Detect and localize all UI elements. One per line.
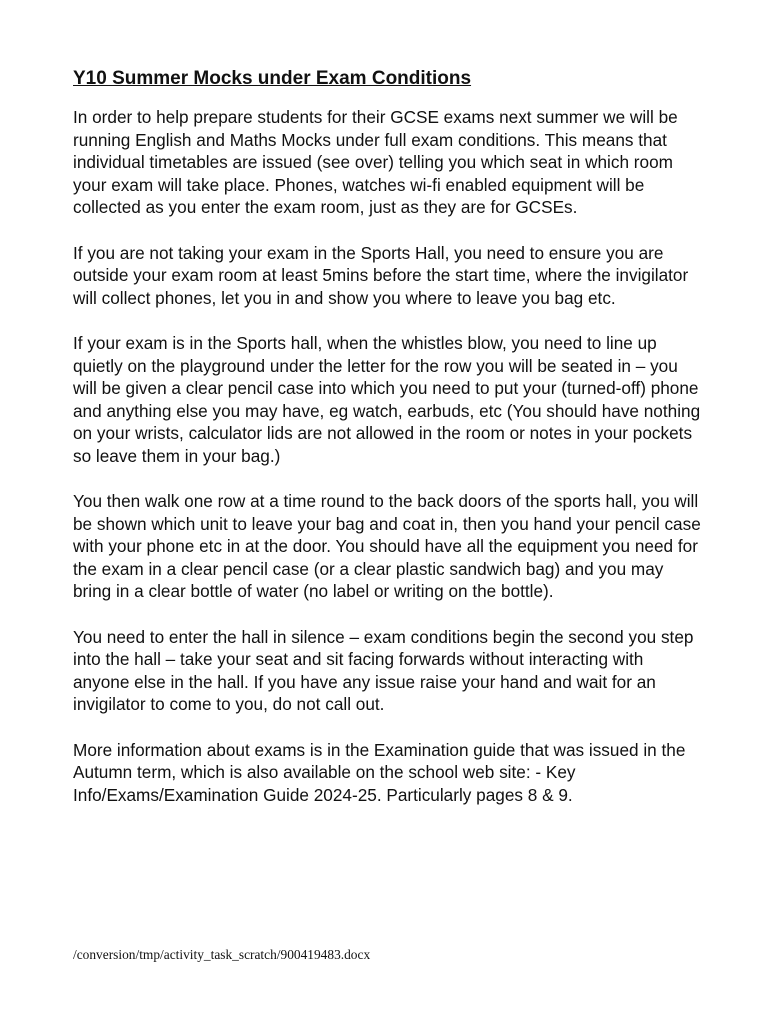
paragraph-intro: In order to help prepare students for their GCSE exams next summer we will be running English and Maths Mocks under full exam conditions. This means that individual timetables are issued (see over) telling you which seat in which room your exam will take place. Phones, watches wi-fi enabled equipment will be collected as you enter the exam room, just as they are for GCSEs. <box>73 107 678 218</box>
document-body <box>73 66 703 829</box>
paragraph-entry-procedure: You then walk one row at a time round to the back doors of the sports hall, you will be shown which unit to leave your bag and coat in, then you hand your pencil case with your phone etc in at the door. You should have all the equipment you need for the exam in a clear pencil case (or a clear plastic sandwich bag) and you may bring in a clear bottle of water (no label or writing on the bottle). <box>73 491 701 602</box>
paragraph-other-rooms: If you are not taking your exam in the Sports Hall, you need to ensure you are outside your exam room at least 5mins before the start time, where the invigilator will collect phones, let you in and show you where to leave you bag etc. <box>73 242 689 308</box>
paragraph-more-info: More information about exams is in the Examination guide that was issued in the Autumn term, which is also available on the school web site: - Key Info/Exams/Examination Guide 2024-25. Particularly pages 8 & 9. <box>73 739 686 805</box>
document-title: Y10 Summer Mocks under Exam Conditions <box>73 68 472 89</box>
paragraph-exam-conditions: You need to enter the hall in silence – exam conditions begin the second you step into the hall – take your seat and sit facing forwards without interacting with anyone else in the hall. If you have any issue raise your hand and wait for an invigilator to come to you, do not call out. <box>73 626 694 715</box>
file-path-footer: /conversion/tmp/activity_task_scratch/900419483.docx <box>73 947 371 962</box>
paragraph-sports-hall: If your exam is in the Sports hall, when the whistles blow, you need to line up quietly on the playground under the letter for the row you will be seated in – you will be given a clear pencil case into which you need to put your (turned-off) phone and anything else you may have, eg watch, earbuds, etc (You should have nothing on your wrists, calculator lids are not allowed in the room or notes in your pockets so leave them in your bag.) <box>73 332 701 466</box>
